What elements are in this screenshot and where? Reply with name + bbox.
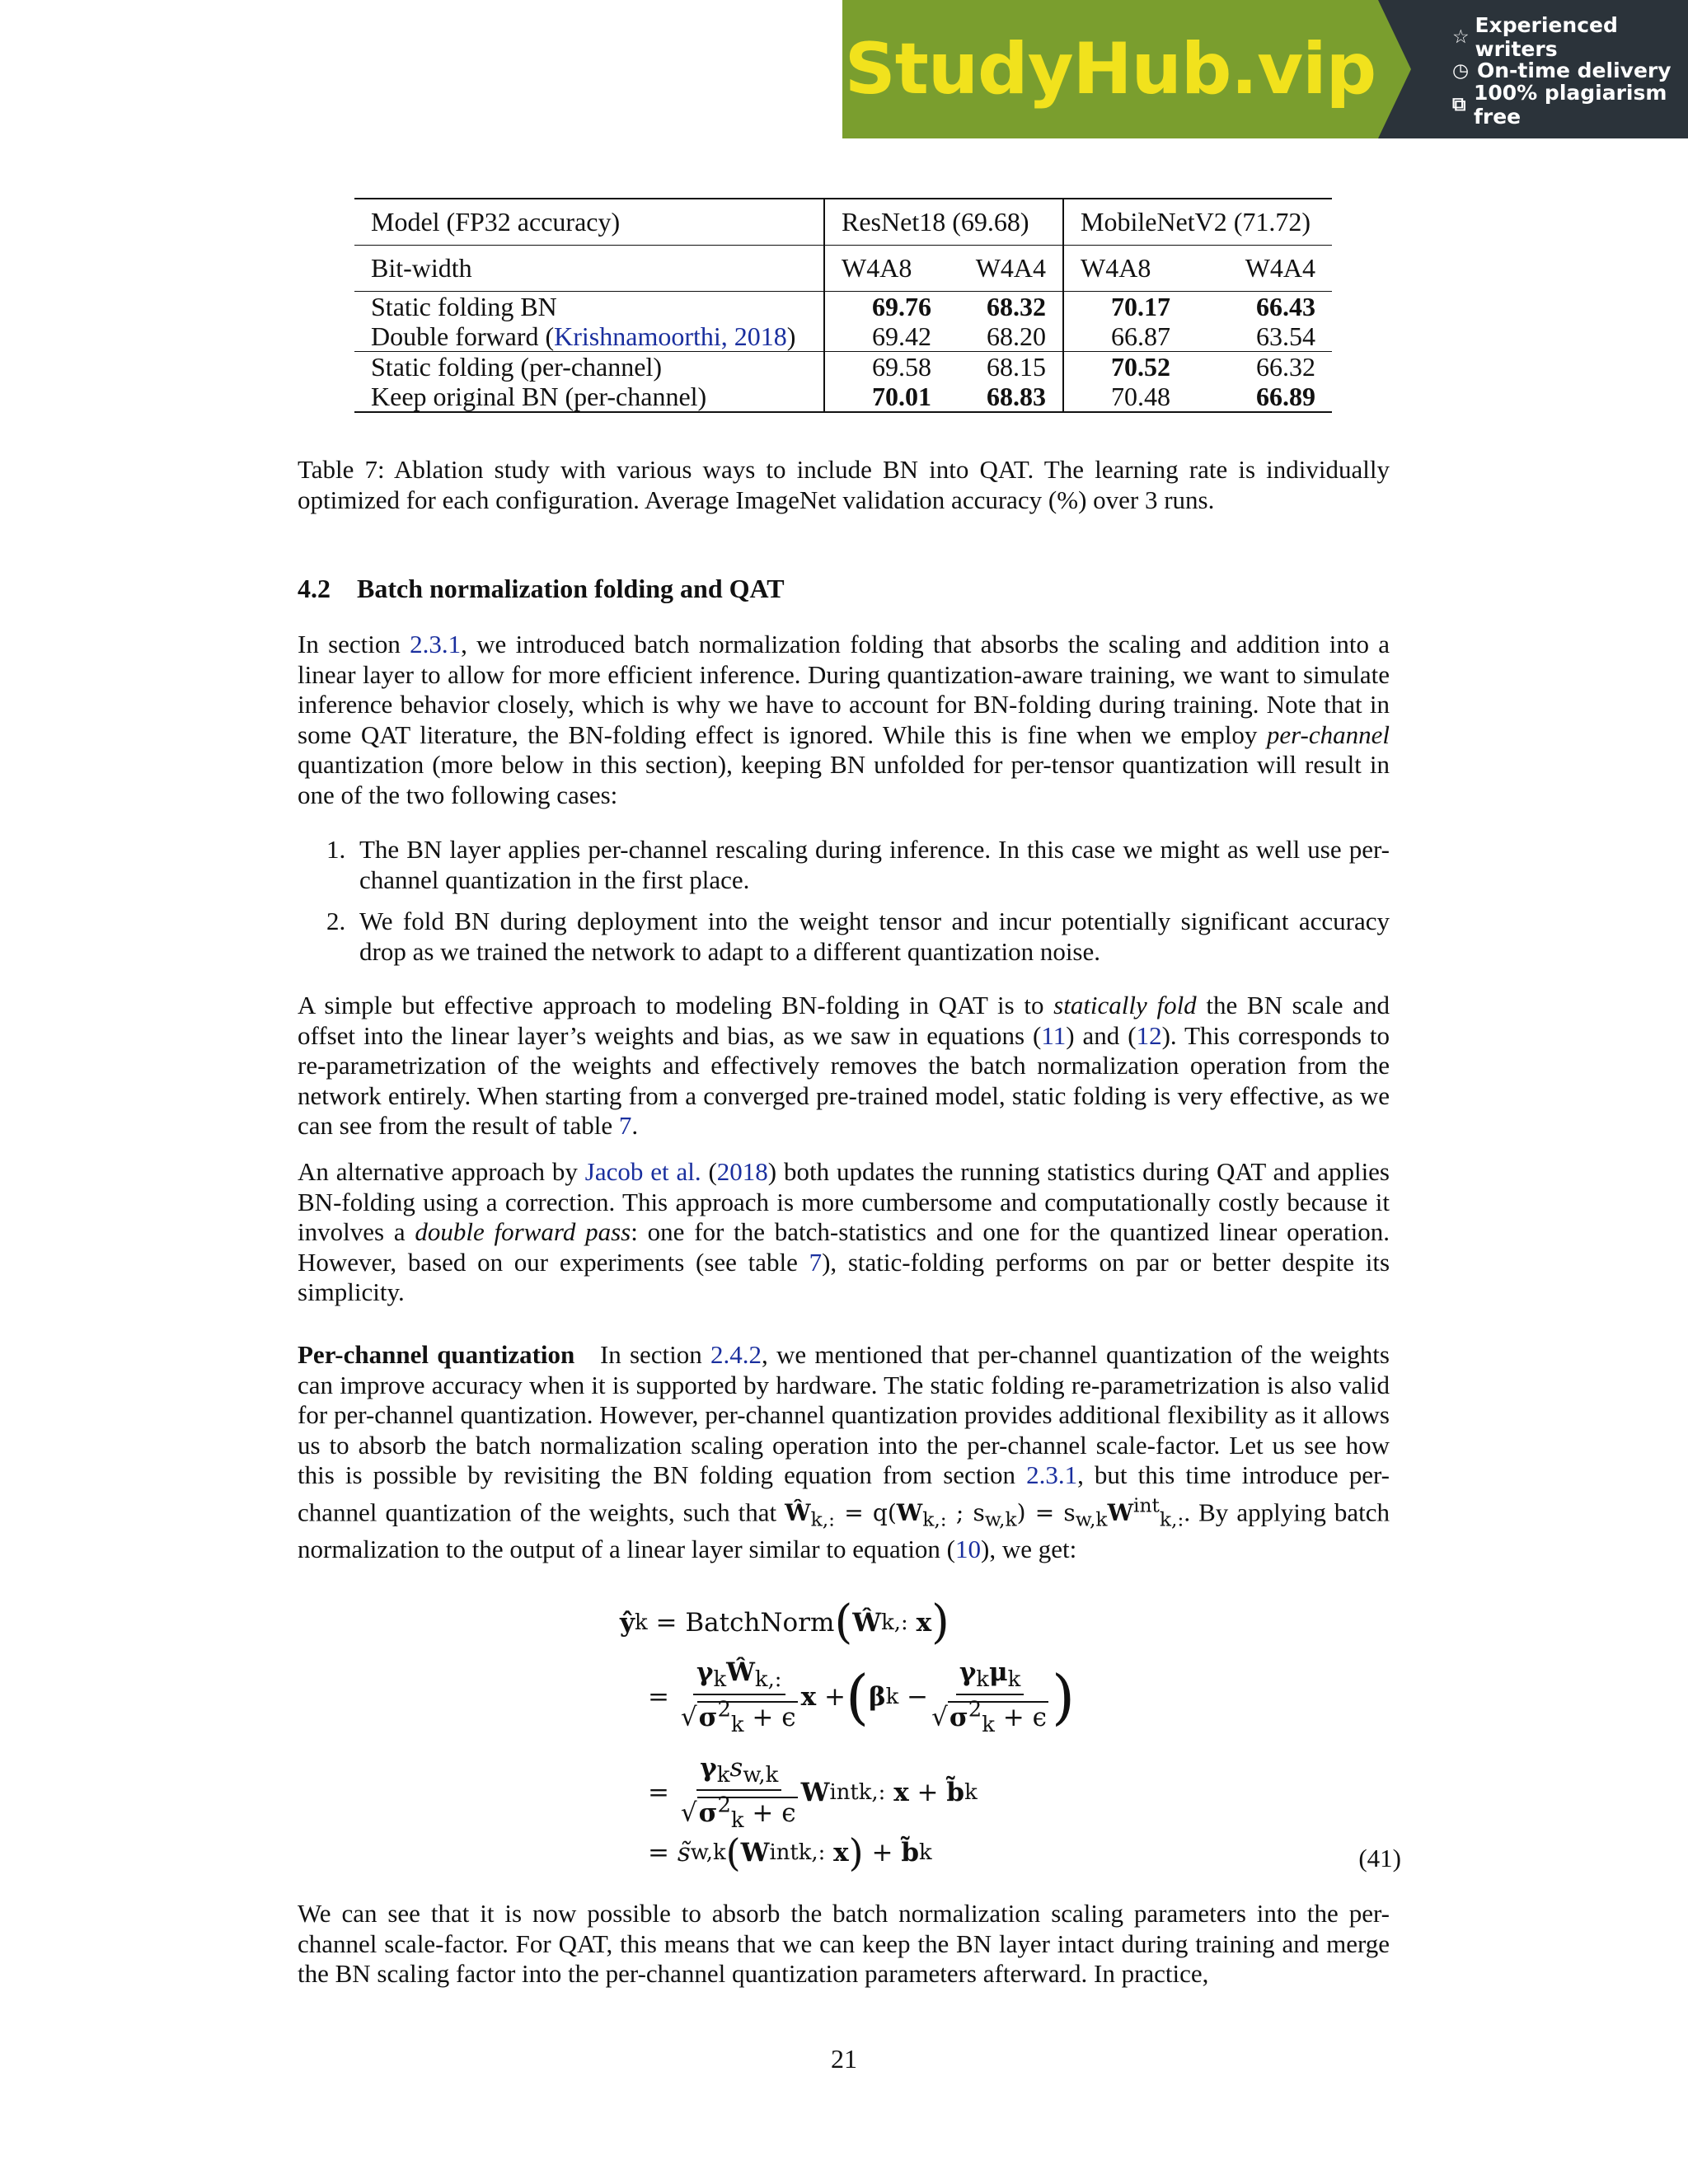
feature-item (1452, 12, 1688, 61)
eq-sub: w,k (690, 1840, 726, 1865)
run-in-heading: Per-channel quantization (298, 1340, 575, 1369)
eq-numerator (693, 1657, 785, 1695)
eq-sub: k (730, 1712, 744, 1737)
eq-symbol: W (740, 1838, 770, 1868)
eq-paren: ) (848, 1830, 864, 1875)
eq-symbol: = (648, 1682, 669, 1713)
text: quantization (more below in this section), keeping BN unfolded for per-tensor quantization will result in one of the two following cases: (298, 750, 1390, 809)
eq-symbol: σ (949, 1702, 968, 1732)
eq-denominator: $√\sigma^2_k + \epsilon$ (680, 1697, 796, 1737)
table-cell: 70.17 (1063, 292, 1187, 322)
citation-link[interactable]: 2018 (716, 1157, 768, 1186)
math-sub: w,k (984, 1507, 1017, 1531)
table-header-row (354, 199, 1332, 246)
text: ), static-folding performs on par or better despite its simplicity. (298, 1247, 1390, 1306)
table-bitwidth: W4A8 (824, 246, 948, 292)
math-sub: k,: (1159, 1507, 1184, 1531)
eq-symbol: μ (988, 1657, 1008, 1687)
eq-symbol: Ŵ (852, 1608, 882, 1638)
table-row (354, 292, 1332, 322)
list-text: The BN layer applies per-channel rescaling during inference. In this case we might as well use per-channel quantization in the first place. (359, 835, 1390, 894)
section-heading (298, 574, 785, 604)
eq-symbol: x (916, 1608, 932, 1638)
table-bitwidth: W4A4 (948, 246, 1063, 292)
math-sub: k,: (810, 1507, 836, 1531)
eq-symbol: b̃ (901, 1838, 919, 1868)
eq-symbol: + (917, 1778, 939, 1808)
eq-paren: ( (834, 1596, 853, 1649)
equation-line-2 (648, 1657, 1075, 1737)
eq-sub: k (982, 1712, 995, 1737)
inline-math (785, 1493, 1184, 1531)
eq-symbol: ŷ (620, 1608, 635, 1638)
text: ). This corresponds to re-parametrization of the weights and effectively removes the batch normalization operation from the network entirely. When starting from a converged pre-trained model, static folding is very effective, as we can see from the result of table (298, 1020, 1390, 1140)
eq-paren: ( (845, 1662, 870, 1732)
eq-sub: k,: (881, 1610, 908, 1635)
eq-sqrt (948, 1697, 1048, 1737)
table-cell: 68.15 (948, 352, 1063, 382)
eq-symbol: s (729, 1753, 743, 1783)
paragraph-1 (298, 630, 1390, 810)
eq-symbol: = (648, 1838, 669, 1868)
equation-number: (41) (1358, 1844, 1401, 1872)
math-symbol: ) = s (1016, 1498, 1076, 1526)
eq-symbol: = (648, 1778, 669, 1808)
eq-symbol: γ (700, 1753, 717, 1783)
math-symbol: W (896, 1498, 923, 1526)
math-sub: k,: (922, 1507, 947, 1531)
text: ( (701, 1157, 717, 1186)
list-number: 1. (326, 835, 346, 864)
table-ref-link[interactable]: 7 (618, 1111, 632, 1140)
math-sub: w,k (1075, 1507, 1108, 1531)
math-symbol: W (1107, 1498, 1134, 1526)
text: , we mentioned that per-channel quantization of the weights can improve accuracy when it is supported by hardware. The static folding re-parametrization is also valid for per-channel quantization. However, per-channel quantization provides additional flexibility as it allows us to absorb the batch normalization scaling operation into the per-channel scale-factor. Let us see how this is possible by revisiting the BN folding equation from section (298, 1340, 1390, 1489)
equation-ref-link[interactable]: 12 (1136, 1020, 1162, 1050)
feature-text: On-time delivery (1477, 59, 1672, 82)
table-cell: 63.54 (1256, 321, 1315, 351)
eq-sup: int (829, 1780, 859, 1806)
math-symbol: ; s (946, 1498, 985, 1526)
table-header-mobilenet: MobileNetV2 (71.72) (1063, 199, 1332, 246)
table-cell: 69.76 (824, 292, 948, 322)
eq-denominator: $√\sigma^2_k + \epsilon$ (931, 1697, 1047, 1737)
eq-sqrt (697, 1697, 798, 1737)
eq-sqrt (697, 1793, 798, 1833)
eq-sub: k (730, 1807, 744, 1833)
text: . (631, 1111, 639, 1140)
equation-ref-link[interactable]: 10 (955, 1534, 982, 1563)
banner-logo-area (842, 0, 1378, 138)
eq-sub: k (716, 1763, 730, 1788)
list-item (326, 907, 1390, 967)
equation-line-3 (648, 1753, 978, 1833)
eq-sup: int (769, 1840, 799, 1865)
text: , we introduced batch normalization folding that absorbs the scaling and addition into a linear layer to allow for more efficient inference. During quantization-aware training, we want to simulate inference behavior closely, which is why we have to account for BN-folding during training. Note that in some QAT literature, the BN-folding effect is ignored. While this is fine when we employ (298, 630, 1390, 749)
eq-symbol: ϵ (781, 1702, 796, 1732)
feature-item (1452, 80, 1688, 129)
text: A simple but effective approach to modeling BN-folding in QAT is to (298, 991, 1054, 1019)
table-bitwidth-row (354, 246, 1332, 292)
table-cell: 70.01 (824, 382, 948, 412)
eq-fraction (681, 1657, 798, 1737)
equation-ref-link[interactable]: 11 (1041, 1020, 1067, 1050)
text: ) both updates the running statistics during QAT and applies BN-folding using a correction. This approach is more cumbersome and computationally costly because it involves a (298, 1157, 1390, 1246)
eq-symbol: σ (698, 1702, 718, 1732)
eq-symbol: ϵ (781, 1797, 796, 1828)
eq-symbol: σ (698, 1797, 718, 1828)
paragraph-5: We can see that it is now possible to absorb the batch normalization scaling parameters into the per-channel scale-factor. For QAT, this means that we can keep the BN layer intact during training and merge the BN scaling factor into the per-channel quantization parameters afterward. In practice, (298, 1899, 1390, 1988)
table-cell: 66.87 (1063, 321, 1187, 352)
math-symbol: = q( (835, 1498, 897, 1526)
text: . By applying batch normalization to the output of a linear layer similar to equation ( (298, 1497, 1390, 1563)
table-cell: 68.20 (987, 321, 1046, 351)
table-bitwidth: W4A8 (1063, 246, 1187, 292)
table-header-model: Model (FP32 accuracy) (354, 199, 824, 246)
eq-sup: 2 (968, 1697, 982, 1722)
table-cell: 66.32 (1187, 352, 1332, 382)
eq-paren: ) (931, 1596, 950, 1649)
eq-sub: k,: (858, 1780, 886, 1806)
text: , but this time introduce per-channel quantization of the weights, such that (298, 1460, 1390, 1526)
ad-banner[interactable] (842, 0, 1688, 138)
table-header-resnet: ResNet18 (69.68) (824, 199, 1063, 246)
text: the BN scale and offset into the linear layer’s weights and bias, as we saw in equations ( (298, 991, 1390, 1050)
table-cell: 69.42 (824, 321, 948, 352)
table-row (354, 352, 1332, 382)
text: An alternative approach by (298, 1157, 585, 1186)
paragraph-4 (298, 1340, 1390, 1564)
banner-features (1378, 0, 1688, 138)
citation-link[interactable]: Krishnamoorthi, 2018 (554, 321, 787, 351)
emphasis: statically fold (1053, 991, 1197, 1019)
table-row-label: Static folding (per-channel) (354, 352, 824, 382)
eq-sup: 2 (717, 1697, 731, 1722)
table-cell: 66.89 (1187, 382, 1332, 412)
table-bitwidth-label: Bit-width (354, 246, 824, 292)
eq-sub: k (713, 1667, 727, 1693)
eq-symbol: β (869, 1682, 886, 1713)
eq-sub: k (885, 1685, 899, 1710)
eq-symbol: − (907, 1682, 929, 1713)
clock-icon: ◷ (1452, 59, 1470, 82)
equation-line-1 (620, 1596, 950, 1649)
eq-sub: k (919, 1840, 932, 1865)
section-ref-link[interactable]: 2.3.1 (1026, 1460, 1078, 1489)
results-table (354, 198, 1332, 413)
eq-sub: k (1007, 1667, 1021, 1693)
emphasis: double forward pass (415, 1217, 631, 1246)
paragraph-2 (298, 991, 1390, 1141)
eq-symbol: x (833, 1838, 849, 1868)
eq-symbol: γ (696, 1657, 714, 1687)
eq-fraction (931, 1657, 1048, 1737)
equation-41 (610, 1595, 1401, 1875)
feature-text: Experienced writers (1475, 12, 1618, 61)
table-cell: 68.32 (948, 292, 1063, 322)
eq-sub: w,k (743, 1763, 779, 1788)
eq-symbol: b̃ (946, 1778, 965, 1808)
eq-symbol: s̃ (677, 1838, 691, 1868)
eq-sub: k (964, 1780, 978, 1806)
table-row-label: Static folding BN (354, 292, 824, 322)
eq-sub: k,: (798, 1840, 826, 1865)
eq-numerator (696, 1753, 781, 1791)
table-cell: 69.58 (824, 352, 948, 382)
section-title: Batch normalization folding and QAT (357, 574, 785, 603)
eq-symbol: x (800, 1682, 817, 1713)
math-symbol: Ŵ (785, 1498, 811, 1526)
eq-symbol: = (655, 1608, 678, 1638)
list-text: We fold BN during deployment into the weight tensor and incur potentially significant accuracy drop as we trained the network to adapt to a different quantization noise. (359, 907, 1390, 966)
feature-text: 100% plagiarism free (1473, 80, 1667, 129)
table-cell: 70.48 (1063, 382, 1187, 412)
table-row-label (354, 321, 824, 352)
eq-paren: ) (1051, 1662, 1076, 1732)
eq-symbol: W (800, 1778, 830, 1808)
section-number: 4.2 (298, 574, 331, 603)
equation-line-4 (648, 1830, 932, 1875)
row-label-suffix: ) (786, 321, 796, 351)
list-number: 2. (326, 907, 346, 935)
text: In section (574, 1340, 710, 1369)
eq-symbol: Ŵ (726, 1657, 755, 1687)
table-row-label: Keep original BN (per-channel) (354, 382, 824, 412)
eq-symbol: + (823, 1682, 846, 1713)
math-sup: int (1133, 1493, 1160, 1517)
eq-numerator (956, 1657, 1024, 1695)
table-cell: 70.52 (1063, 352, 1187, 382)
text: ), we get: (981, 1534, 1077, 1563)
copy-icon: ⧉ (1452, 93, 1466, 115)
paragraph-3 (298, 1157, 1390, 1308)
eq-symbol: γ (959, 1657, 977, 1687)
eq-sub: k,: (754, 1667, 782, 1693)
text: In section (298, 630, 410, 658)
section-ref-link[interactable]: 2.3.1 (410, 630, 462, 658)
text: ) and ( (1066, 1020, 1137, 1050)
page-number: 21 (831, 2044, 857, 2074)
eq-paren: ( (725, 1830, 741, 1875)
text: : one for the batch-statistics and one for the quantized linear operation. However, based on our experiments (see table (298, 1217, 1390, 1277)
eq-operator: BatchNorm (685, 1608, 835, 1638)
eq-sub: k (976, 1667, 989, 1693)
banner-logo: StudyHub.vip (844, 28, 1376, 110)
table-caption: Table 7: Ablation study with various ways to include BN into QAT. The learning rate is individually optimized for each configuration. Average ImageNet validation accuracy (%) over 3 runs. (298, 455, 1390, 514)
eq-symbol: + (752, 1702, 774, 1732)
row-label-text: Double forward ( (371, 321, 555, 351)
eq-symbol: ϵ (1032, 1702, 1047, 1732)
eq-symbol: x (893, 1778, 909, 1808)
eq-symbol: + (752, 1797, 774, 1828)
table-row (354, 321, 1332, 352)
eq-sub: k (635, 1610, 648, 1635)
list-item (326, 835, 1390, 895)
eq-symbol: + (1002, 1702, 1025, 1732)
table-row (354, 382, 1332, 412)
results-table-container (354, 198, 1332, 413)
star-icon: ☆ (1452, 26, 1470, 48)
eq-symbol: + (871, 1838, 893, 1868)
eq-sup: 2 (717, 1793, 731, 1818)
table-ref-link[interactable]: 7 (809, 1247, 823, 1277)
section-ref-link[interactable]: 2.4.2 (710, 1340, 762, 1369)
eq-fraction (681, 1753, 798, 1833)
table-cell: 68.83 (948, 382, 1063, 412)
emphasis: per-channel (1266, 719, 1390, 749)
table-bitwidth: W4A4 (1187, 246, 1332, 292)
eq-denominator: $√\sigma^2_k + \epsilon$ (680, 1793, 796, 1833)
table-cell: 66.43 (1187, 292, 1332, 322)
citation-link[interactable]: Jacob et al. (584, 1157, 701, 1186)
